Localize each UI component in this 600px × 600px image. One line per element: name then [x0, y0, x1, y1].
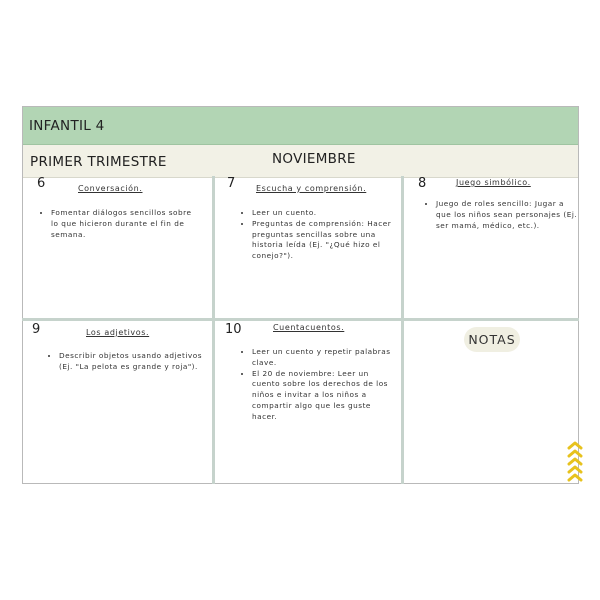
day-title: Conversación.: [78, 184, 143, 193]
activity-list: [238, 208, 402, 262]
activity-item: • Juego de roles sencillo: Jugar a que los niños sean personajes (Ej. ser mamá, médico, etc.).: [436, 199, 581, 231]
day-title: Escucha y comprensión.: [256, 184, 367, 193]
day-number: 9: [32, 322, 41, 337]
activity-list: [238, 347, 397, 423]
class-header: [23, 107, 578, 145]
chevron-stack-icon: [566, 440, 584, 484]
grid-divider: [22, 318, 579, 321]
activity-list: [45, 351, 209, 373]
activity-item: • Preguntas de comprensión: Hacer preguntas sencillas sobre una historia leída (Ej. "¿Qué hizo el conejo?").: [252, 219, 402, 262]
day-number: 8: [418, 176, 427, 191]
activity-item: • El 20 de noviembre: Leer un cuento sobre los derechos de los niños e invitar a los niños a compartir algo que les guste hacer.: [252, 369, 397, 423]
planner-sheet: [22, 106, 579, 484]
day-title: Cuentacuentos.: [273, 323, 345, 332]
day-number: 6: [37, 176, 46, 191]
activity-list: [422, 199, 581, 231]
activity-item: • Leer un cuento.: [252, 208, 402, 219]
term-label: PRIMER TRIMESTRE: [30, 154, 167, 170]
activity-item: • Fomentar diálogos sencillos sobre lo que hicieron durante el fin de semana.: [51, 208, 201, 240]
activity-item: • Leer un cuento y repetir palabras clave.: [252, 347, 397, 369]
activity-list: [37, 208, 201, 240]
grid-divider: [212, 176, 215, 484]
class-title: INFANTIL 4: [29, 118, 105, 134]
activity-item: • Describir objetos usando adjetivos (Ej. "La pelota es grande y roja").: [59, 351, 209, 373]
day-title: Juego simbólico.: [456, 178, 531, 187]
day-number: 7: [227, 176, 236, 191]
day-title: Los adjetivos.: [86, 328, 150, 337]
term-header: [23, 145, 578, 178]
notes-label: NOTAS: [464, 327, 520, 352]
month-label: NOVIEMBRE: [272, 151, 356, 167]
day-number: 10: [225, 322, 242, 337]
